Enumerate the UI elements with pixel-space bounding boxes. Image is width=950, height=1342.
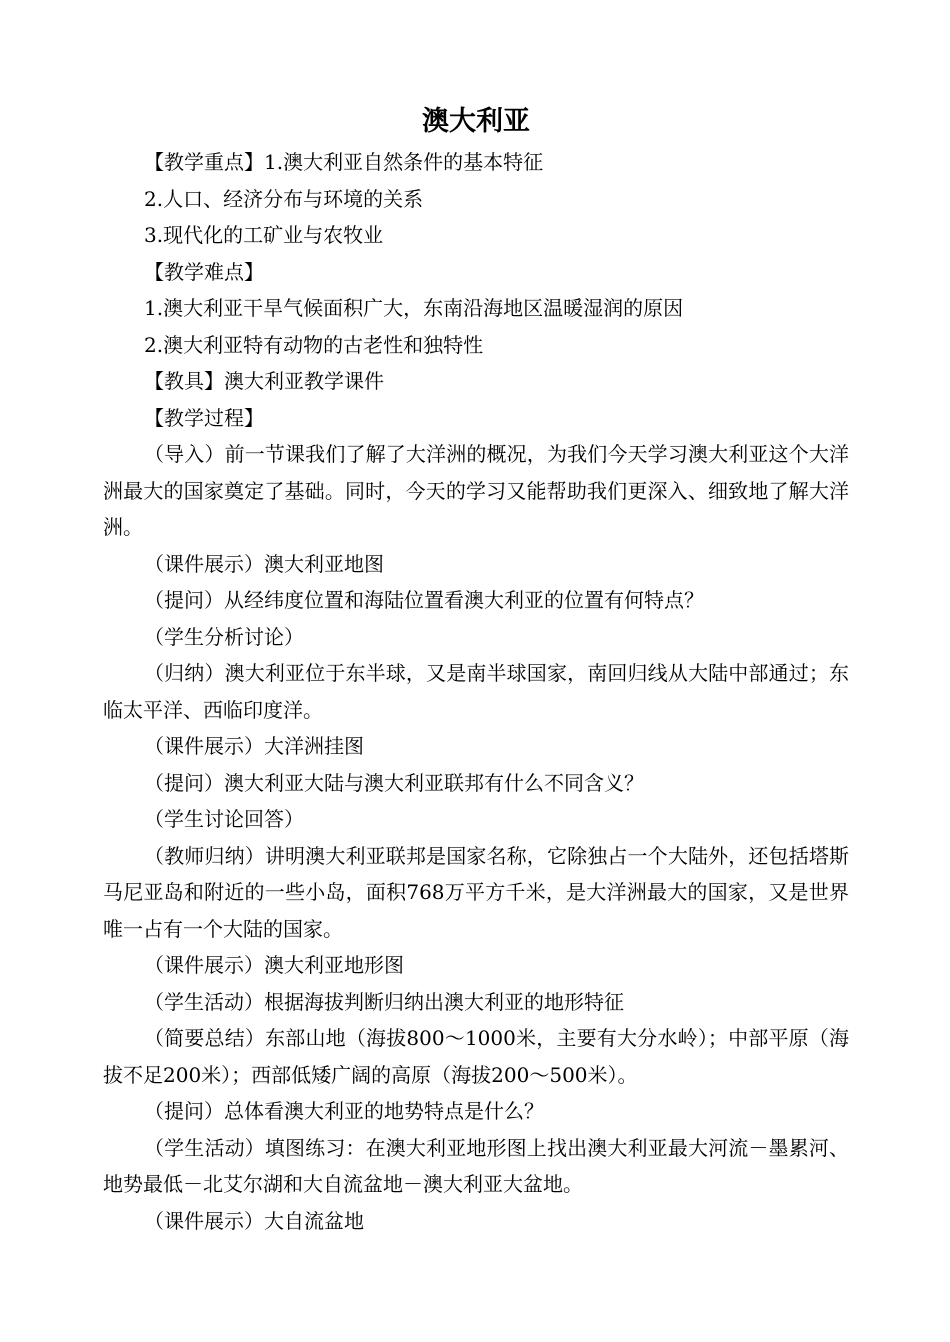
paragraph-question-meaning: （提问）澳大利亚大陆与澳大利亚联邦有什么不同含义？	[144, 770, 644, 795]
paragraph-show-basin: （课件展示）大自流盆地	[144, 1208, 364, 1233]
paragraph-question-location: （提问）从经纬度位置和海陆位置看澳大利亚的位置有何特点？	[144, 588, 704, 612]
document-title: 澳大利亚	[422, 106, 530, 137]
paragraph-map-exercise: （学生活动）填图练习：在澳大利亚地形图上找出澳大利亚最大河流－墨累河、地势最低－北艾尔湖和大自流盆地－澳大利亚大盆地。	[103, 1135, 849, 1196]
paragraph-teacher-summary: （教师归纳）讲明澳大利亚联邦是国家名称，它除独占一个大陆外，还包括塔斯马尼亚岛和附近的一些小岛，面积768万平方千米，是大洋洲最大的国家，又是世界唯一占有一个大陆的国家。	[103, 843, 849, 941]
paragraph-intro: （导入）前一节课我们了解了大洋洲的概况，为我们今天学习澳大利亚这个大洋洲最大的国家奠定了基础。同时，今天的学习又能帮助我们更深入、细致地了解大洋洲。	[103, 442, 849, 539]
key-points-paragraph: 【教学重点】1.澳大利亚自然条件的基本特征	[144, 150, 544, 174]
document-page	[103, 100, 849, 1239]
difficulty-2: 2.澳大利亚特有动物的古老性和独特性	[144, 332, 484, 357]
process-heading: 【教学过程】	[144, 405, 264, 430]
paragraph-summary-location: （归纳）澳大利亚位于东半球，又是南半球国家，南回归线从大陆中部通过；东临太平洋、西临印度洋。	[103, 661, 849, 722]
paragraph-show-wallmap: （课件展示）大洋洲挂图	[144, 734, 364, 758]
key-point-3: 3.现代化的工矿业与农牧业	[144, 223, 384, 247]
difficulties-heading: 【教学难点】	[144, 259, 264, 284]
paragraph-brief-summary: （简要总结）东部山地（海拔800～1000米，主要有大分水岭）；中部平原（海拔不足200米）；西部低矮广阔的高原（海拔200～500米）。	[103, 1026, 849, 1087]
paragraph-question-elevation: （提问）总体看澳大利亚的地势特点是什么？	[144, 1099, 544, 1123]
paragraph-show-map: （课件展示）澳大利亚地图	[144, 551, 384, 576]
teaching-aids: 【教具】澳大利亚教学课件	[144, 369, 384, 393]
paragraph-student-discussion: （学生分析讨论）	[144, 624, 304, 649]
paragraph-student-activity-terrain: （学生活动）根据海拔判断归纳出澳大利亚的地形特征	[144, 989, 624, 1014]
key-point-2: 2.人口、经济分布与环境的关系	[144, 186, 424, 211]
paragraph-student-answer: （学生讨论回答）	[144, 807, 304, 831]
paragraph-show-terrain: （课件展示）澳大利亚地形图	[144, 953, 404, 977]
difficulty-1: 1.澳大利亚干旱气候面积广大，东南沿海地区温暖湿润的原因	[144, 296, 684, 320]
